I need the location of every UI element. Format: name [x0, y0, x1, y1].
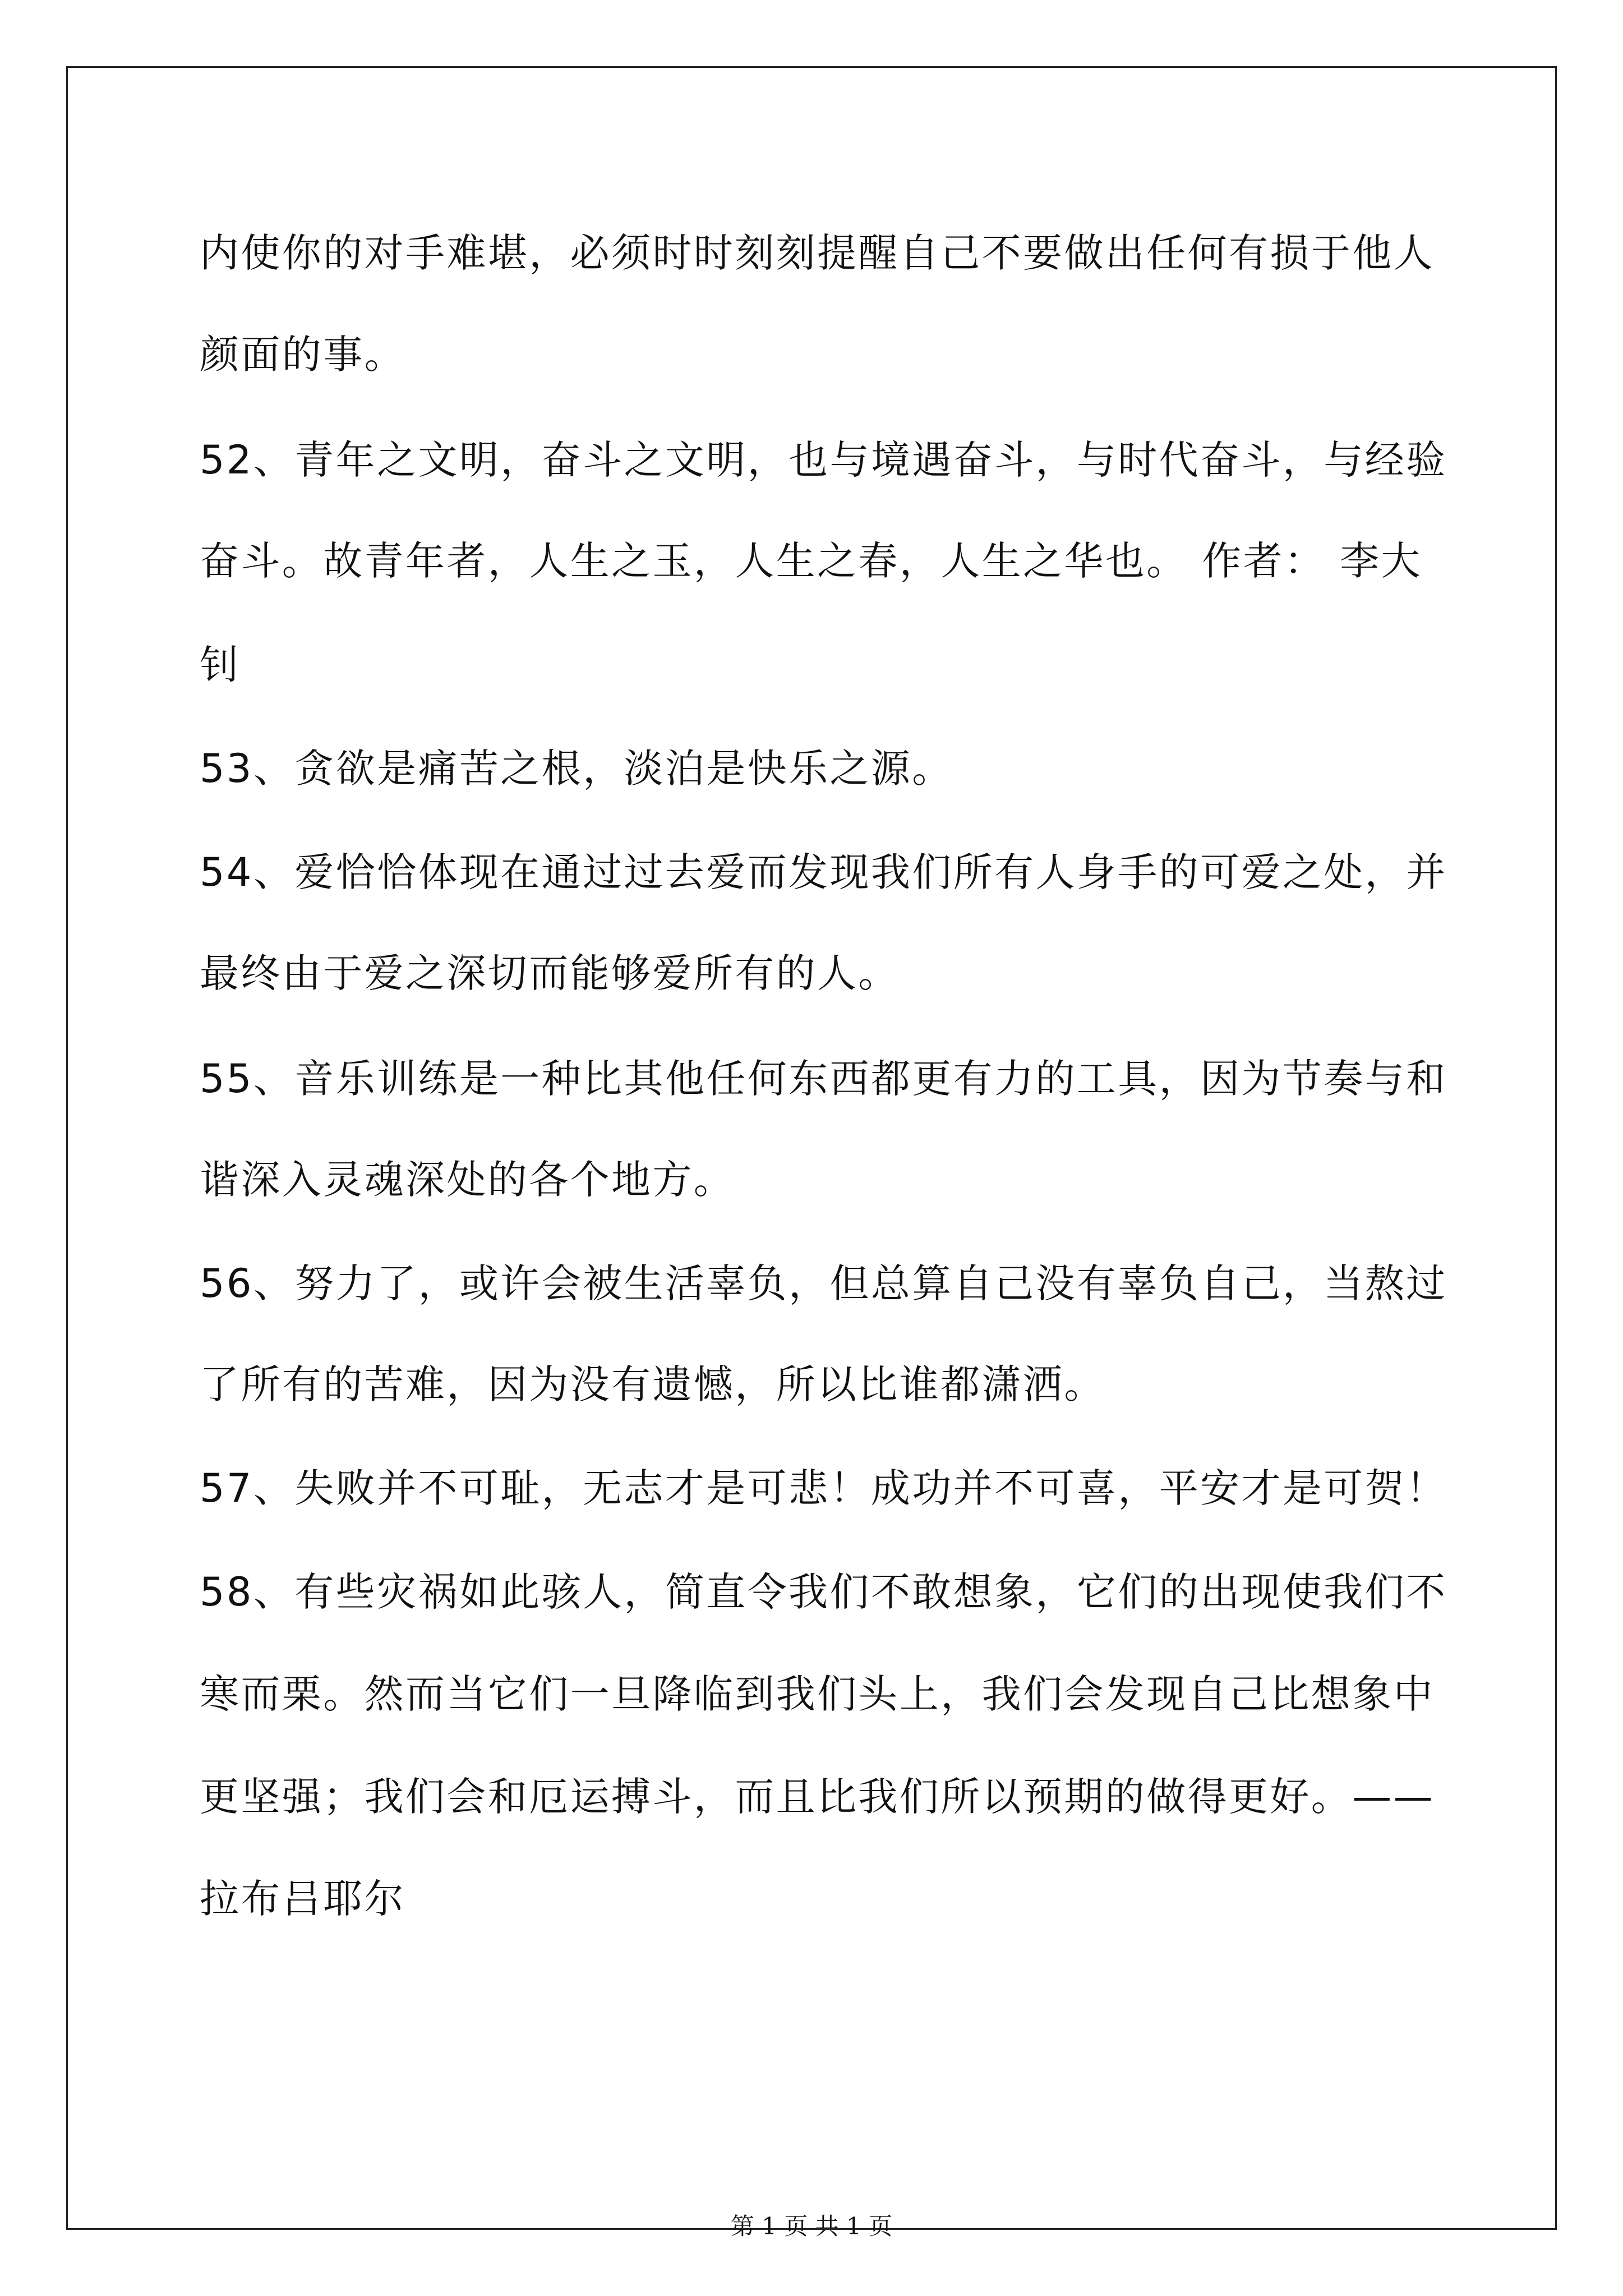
- page-number-footer: 第 1 页 共 1 页: [730, 2212, 893, 2240]
- text-line: 奋斗。故青年者，人生之玉，人生之春，人生之华也。 作者： 李大: [200, 538, 1422, 584]
- text-line: 57、失败并不可耻，无志才是可悲！成功并不可喜，平安才是可贺！: [200, 1465, 1447, 1511]
- text-line: 54、爱恰恰体现在通过过去爱而发现我们所有人身手的可爱之处，并: [200, 849, 1447, 895]
- text-line: 最终由于爱之深切而能够爱所有的人。: [200, 950, 900, 996]
- text-line: 53、贪欲是痛苦之根，淡泊是快乐之源。: [200, 746, 953, 792]
- text-line: 更坚强；我们会和厄运搏斗，而且比我们所以预期的做得更好。——: [200, 1774, 1435, 1820]
- text-line: 52、青年之文明，奋斗之文明，也与境遇奋斗，与时代奋斗，与经验: [200, 437, 1447, 483]
- text-line: 颜面的事。: [200, 332, 405, 378]
- text-line: 拉布吕耶尔: [200, 1876, 405, 1922]
- text-line: 了所有的苦难，因为没有遗憾，所以比谁都潇洒。: [200, 1361, 1105, 1407]
- text-line: 56、努力了，或许会被生活辜负，但总算自己没有辜负自己，当熬过: [200, 1260, 1447, 1306]
- text-line: 内使你的对手难堪，必须时时刻刻提醒自己不要做出任何有损于他人: [200, 230, 1435, 276]
- text-line: 55、音乐训练是一种比其他任何东西都更有力的工具，因为节奏与和: [200, 1056, 1447, 1102]
- text-line: 谐深入灵魂深处的各个地方。: [200, 1157, 735, 1203]
- text-line: 寒而栗。然而当它们一旦降临到我们头上，我们会发现自己比想象中: [200, 1671, 1435, 1717]
- text-line: 钊: [200, 642, 241, 688]
- text-line: 58、有些灾祸如此骇人，简直令我们不敢想象，它们的出现使我们不: [200, 1569, 1447, 1615]
